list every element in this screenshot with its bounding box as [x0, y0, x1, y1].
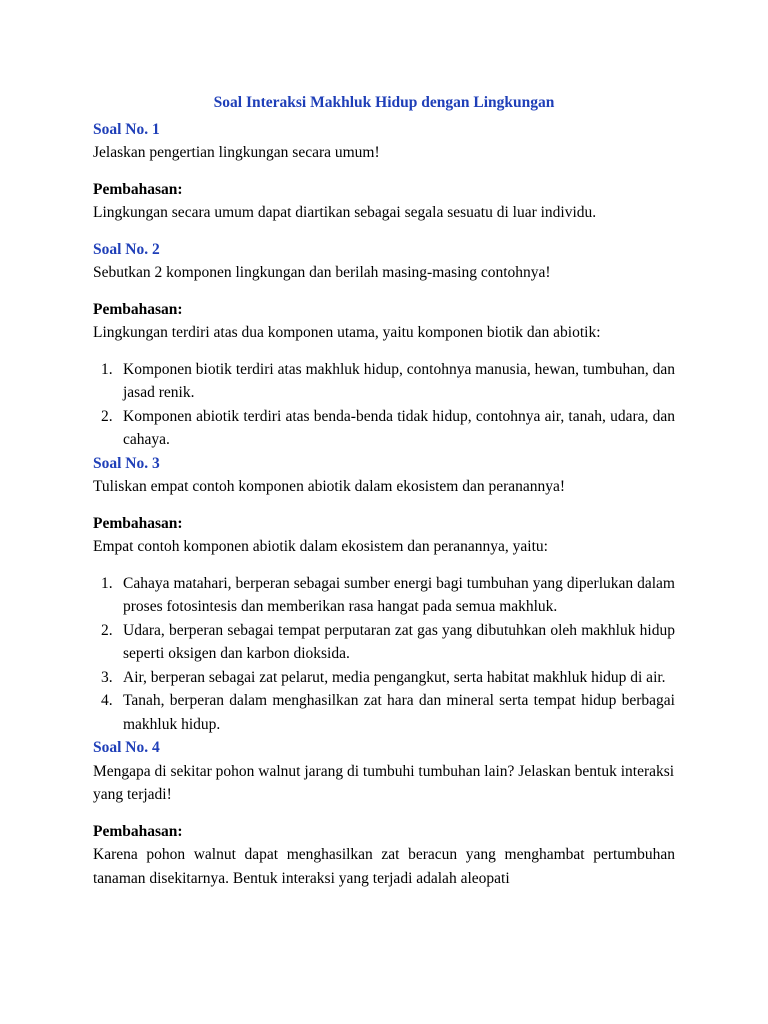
- pembahasan-label: Pembahasan:: [93, 822, 183, 840]
- answer-text: Lingkungan secara umum dapat diartikan sebagai segala sesuatu di luar individu.: [93, 204, 597, 221]
- question-text: Jelaskan pengertian lingkungan secara umum!: [93, 144, 380, 161]
- pembahasan-label: Pembahasan:: [93, 300, 183, 318]
- list-number: 1.: [101, 574, 113, 592]
- list-item-text: Tanah, berperan dalam menghasilkan zat hara dan mineral serta tempat hidup berbagai makhluk hidup.: [123, 692, 675, 733]
- soal-label: Soal No. 2: [93, 240, 160, 258]
- list-number: 4.: [101, 692, 113, 709]
- question-text: Tuliskan empat contoh komponen abiotik dalam ekosistem dan peranannya!: [93, 478, 566, 495]
- answer-list: [93, 572, 675, 737]
- list-item-text: Cahaya matahari, berperan sebagai sumber energi bagi tumbuhan yang diperlukan dalam proses fotosintesis dan memberikan rasa hangat pada semua makhluk.: [123, 574, 675, 615]
- question-text: Mengapa di sekitar pohon walnut jarang di tumbuhi tumbuhan lain? Jelaskan bentuk interaksi yang terjadi!: [93, 762, 675, 803]
- question-text: Sebutkan 2 komponen lingkungan dan berilah masing-masing contohnya!: [93, 264, 551, 281]
- soal-block-1: [93, 118, 675, 225]
- soal-block-3: [93, 452, 675, 737]
- list-item: [93, 358, 675, 405]
- pembahasan-label: Pembahasan:: [93, 180, 183, 198]
- answer-text: Empat contoh komponen abiotik dalam ekosistem dan peranannya, yaitu:: [93, 538, 548, 555]
- soal-label: Soal No. 4: [93, 739, 160, 756]
- document-page: [93, 91, 675, 890]
- list-item: [93, 689, 675, 736]
- list-item: [93, 405, 675, 452]
- answer-text: Lingkungan terdiri atas dua komponen utama, yaitu komponen biotik dan abiotik:: [93, 324, 601, 341]
- list-item: [93, 572, 675, 619]
- list-number: 1.: [101, 360, 113, 378]
- list-item-text: Komponen biotik terdiri atas makhluk hidup, contohnya manusia, hewan, tumbuhan, dan jasad renik.: [123, 360, 675, 401]
- answer-list: [93, 358, 675, 452]
- answer-text: Karena pohon walnut dapat menghasilkan zat beracun yang menghambat pertumbuhan tanaman disekitarnya. Bentuk interaksi yang terjadi adalah aleopati: [93, 846, 675, 887]
- soal-label: Soal No. 3: [93, 454, 160, 472]
- soal-block-4: [93, 736, 675, 890]
- list-number: 2.: [101, 407, 113, 425]
- list-item-text: Udara, berperan sebagai tempat perputaran zat gas yang dibutuhkan oleh makhluk hidup seperti oksigen dan karbon dioksida.: [123, 621, 675, 662]
- list-number: 2.: [101, 621, 113, 639]
- list-number: 3.: [101, 668, 113, 686]
- soal-label: Soal No. 1: [93, 120, 160, 138]
- list-item: [93, 619, 675, 666]
- list-item-text: Air, berperan sebagai zat pelarut, media pengangkut, serta habitat makhluk hidup di air.: [123, 668, 666, 686]
- pembahasan-label: Pembahasan:: [93, 514, 183, 532]
- list-item: [93, 666, 675, 690]
- soal-block-2: [93, 238, 675, 452]
- document-title: Soal Interaksi Makhluk Hidup dengan Lingkungan: [213, 94, 555, 111]
- list-item-text: Komponen abiotik terdiri atas benda-benda tidak hidup, contohnya air, tanah, udara, dan cahaya.: [123, 407, 675, 448]
